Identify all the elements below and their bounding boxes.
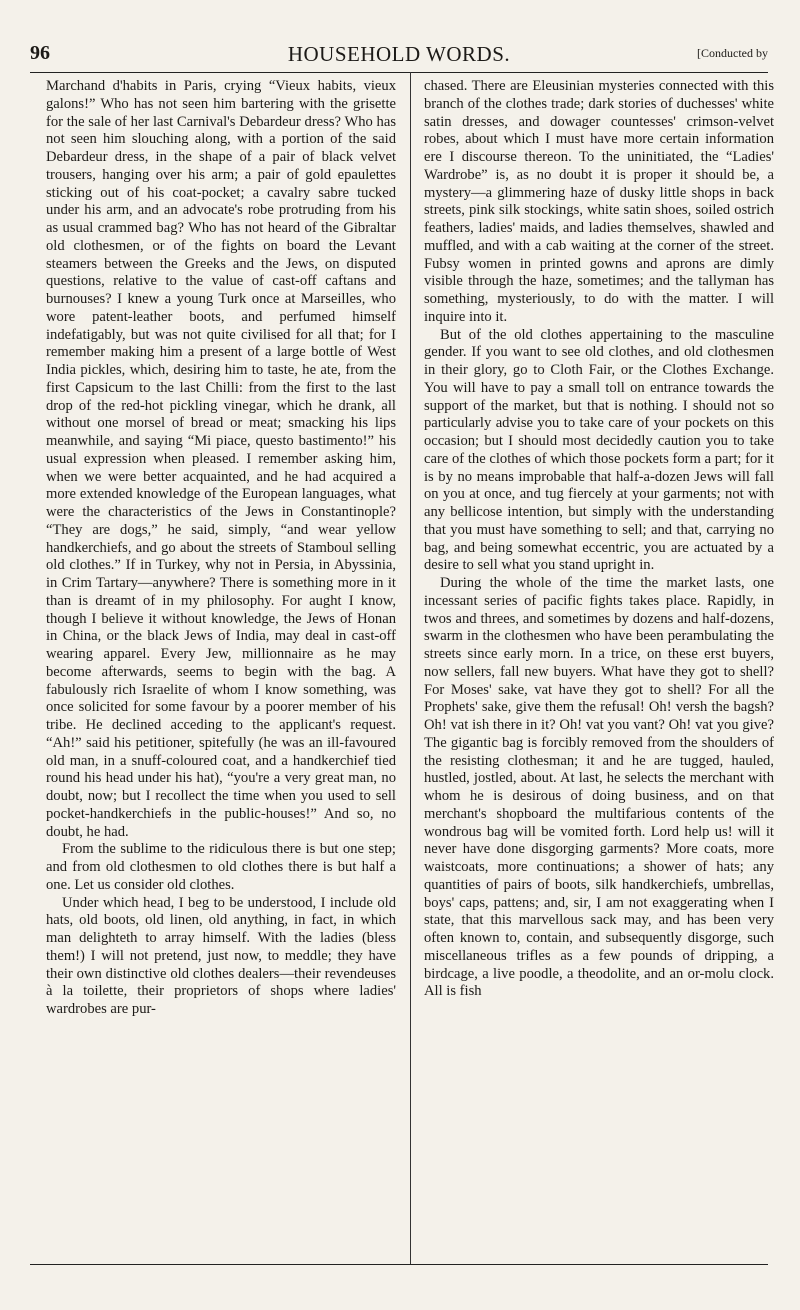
page-header [30, 40, 768, 70]
header-rule [30, 72, 768, 73]
paragraph: Marchand d'habits in Paris, crying “Vieux habits, vieux galons!” Who has not seen him bartering with the grisette for the sale of her last Carnival's Debardeur dress? Who has not seen him slouching along, with a portion of the said Debardeur dress, in the shape of a pair of black velvet trousers, hanging over his arm; a pair of gold epaulettes sticking out of his coat-pocket; a cavalry sabre tucked under his arm, and an advocate's robe protruding from his as usual crammed bag? Who has not heard of the Gibraltar old clothesmen, or of the fights on board the Levant steamers between the Greeks and the Jews, on disputed questions, relative to the value of cast-off caftans and burnouses? I knew a young Turk once at Marseilles, who wore patent-leather boots, and perfumed himself indefatigably, but was not quite civilised for all that; for I remember making him a present of a large bottle of West India pickles, which, desiring him to taste, he ate, from the first Capsicum to the last Chilli: from the first to the last drop of the red-hot pickling vinegar, which he drank, all without one morsel of bread or meat; smacking his lips meanwhile, and saying “Mi piace, questo bastimento!” his usual expression when pleased. I remember asking him, when we were better acquainted, and he had acquired a more extended knowledge of the European languages, what were the characteristics of the Jews in Constantinople? “They are dogs,” he said, simply, “and wear yellow handkerchiefs, and go about the streets of Stamboul selling old clothes.” If in Turkey, why not in Persia, in Abyssinia, in Crim Tartary—anywhere? There is something more in it than is dreamt of in my philosophy. For aught I know, though I believe it without knowledge, the Jews of Honan in China, or the black Jews of India, may deal in cast-off wearing apparel. Every Jew, millionnaire as he may become afterwards, seems to begin with the bag. A fabulously rich Israelite of whom I know something, was once solicited for some favour by a poorer member of his tribe. He declined acceding to the applicant's request. “Ah!” said his petitioner, spitefully (he was an ill-favoured old man, in a snuff-coloured coat, and a handkerchief tied round his head under his hat), “you're a very great man, no doubt, now; but I recollect the time when you used to sell pocket-handkerchiefs in the public-houses!” And so, no doubt, he had. [46, 78, 396, 840]
paragraph: During the whole of the time the market lasts, one incessant series of pacific fights takes place. Rapidly, in twos and threes, and sometimes by dozens and half-dozens, swarm in the clothesmen who have been perambulating the streets since early morn. In a trice, on these erst buyers, now sellers, fall new buyers. What have they got to shell? For Moses' sake, vat have they got to shell? For all the Prophets' sake, give them the refusal! Oh! versh the bagsh? Oh! vat ish there in it? Oh! vat you vant? Oh! vat you give? The gigantic bag is forcibly removed from the shoulders of the resisting clothesman; it and he are tugged, hauled, hustled, jostled, about. At last, he selects the merchant with whom he is desirous of doing business, and on that merchant's shopboard the multifarious contents of the wondrous bag will be vomited forth. Lord help us! will it never have done disgorging garments? More coats, more waistcoats, more continuations; a shower of hats; any quantities of pairs of boots, silk handkerchiefs, umbrellas, boys' caps, pattens; and, sir, I am not exaggerating when I state, that this marvellous sack may, and has been very often known to, contain, and subsequently disgorge, such miscellaneous trifles as a few pounds of dripping, a birdcage, a live poodle, a theodolite, and an or-molu clock. All is fish [424, 575, 774, 1000]
conducted-by-note: [Conducted by [697, 46, 768, 60]
left-column [46, 78, 396, 1260]
paragraph: From the sublime to the ridiculous there is but one step; and from old clothesmen to old clothes there is but half a one. Let us consider old clothes. [46, 841, 396, 893]
page-number: 96 [30, 42, 50, 64]
paragraph: chased. There are Eleusinian mysteries connected with this branch of the clothes trade; dark stories of duchesses' white satin dresses, and dowager countesses' crimson-velvet robes, about which I must have more certain information ere I discourse thereon. To the uninitiated, the “Ladies' Wardrobe” is, as no doubt it is proper it should be, a mystery—a glimmering haze of dusky little shops in back streets, pink silk stockings, white satin shoes, soiled ostrich feathers, ladies' maids, and ladies themselves, shawled and muffled, and with a cab waiting at the corner of the street. Fubsy women in printed gowns and aprons are dimly visible through the haze, sometimes; and the tallyman has something, mysteriously, to do with the matter. I will inquire into it. [424, 78, 774, 325]
paragraph: Under which head, I beg to be understood, I include old hats, old boots, old linen, old anything, in fact, in which man delighteth to array himself. With the ladies (bless them!) I will not pretend, just now, to meddle; they have their own distinctive old clothes dealers—their revendeuses à la toilette, their proprietors of shops where ladies' wardrobes are pur- [46, 894, 396, 1017]
footer-rule [30, 1264, 768, 1265]
paragraph: But of the old clothes appertaining to the masculine gender. If you want to see old clothes, and old clothesmen in their glory, go to Cloth Fair, or the Clothes Exchange. You will have to pay a small toll on entrance towards the support of the market, but that is nothing. I should not so particularly advise you to take care of your pockets on this occasion; but I should most decidedly caution you to take care of the clothes of which those pockets form a part; for it is by no means improbable that half-a-dozen Jews will fall on you at once, and tug fiercely at your garments; not with any bellicose intention, but simply with the understanding that you must have something to sell; and that, carrying no bag, and being somewhat eccentric, you are actuated by a desire to sell what you stand upright in. [424, 326, 774, 574]
running-title: HOUSEHOLD WORDS. [287, 42, 511, 66]
column-divider [410, 72, 411, 1264]
right-column [424, 78, 774, 1260]
